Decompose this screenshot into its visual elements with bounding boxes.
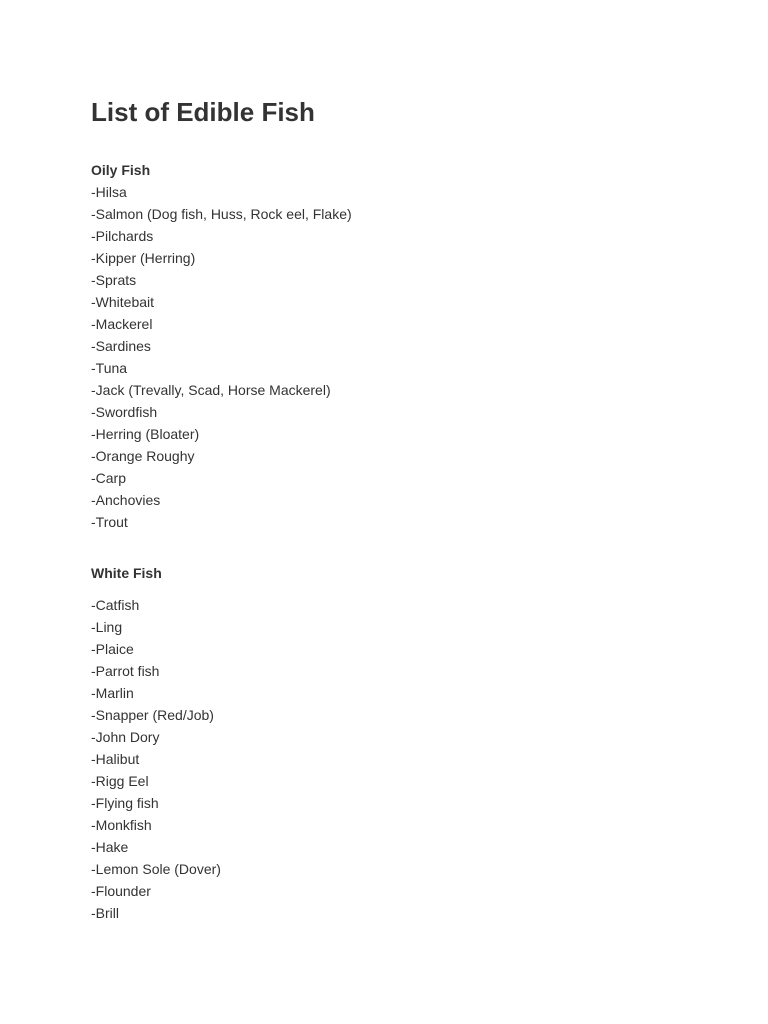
list-item: -Whitebait	[91, 294, 155, 310]
list-item: -Ling	[91, 619, 123, 635]
list-item: -Sardines	[91, 338, 151, 354]
list-item: -Monkfish	[91, 817, 152, 833]
list-item: -Lemon Sole (Dover)	[91, 861, 221, 877]
list-item: -Snapper (Red/Job)	[91, 707, 214, 723]
list-item: -Trout	[91, 514, 128, 530]
document-title: List of Edible Fish	[91, 97, 315, 127]
list-item: -Herring (Bloater)	[91, 426, 200, 442]
section-heading: White Fish	[91, 565, 162, 581]
list-item: -Salmon (Dog fish, Huss, Rock eel, Flake)	[91, 206, 352, 222]
list-item: -Hilsa	[91, 184, 127, 200]
list-item: -Sprats	[91, 272, 137, 288]
section-heading: Oily Fish	[91, 162, 151, 178]
list-item: -Rigg Eel	[91, 773, 149, 789]
list-item: -Flying fish	[91, 795, 159, 811]
list-item: -Parrot fish	[91, 663, 160, 679]
fish-list	[91, 181, 691, 533]
list-item: -Brill	[91, 905, 119, 921]
list-item: -John Dory	[91, 729, 160, 745]
list-item: -Swordfish	[91, 404, 158, 420]
list-item: -Plaice	[91, 641, 134, 657]
section-oily-fish	[91, 159, 691, 533]
list-item: -Kipper (Herring)	[91, 250, 196, 266]
fish-list	[91, 594, 691, 924]
list-item: -Orange Roughy	[91, 448, 195, 464]
list-item: -Catfish	[91, 597, 140, 613]
list-item: -Tuna	[91, 360, 128, 376]
list-item: -Hake	[91, 839, 129, 855]
list-item: -Halibut	[91, 751, 140, 767]
section-white-fish	[91, 562, 691, 924]
list-item: -Jack (Trevally, Scad, Horse Mackerel)	[91, 382, 331, 398]
list-item: -Anchovies	[91, 492, 161, 508]
list-item: -Carp	[91, 470, 127, 486]
list-item: -Flounder	[91, 883, 151, 899]
list-item: -Mackerel	[91, 316, 153, 332]
list-item: -Pilchards	[91, 228, 154, 244]
list-item: -Marlin	[91, 685, 134, 701]
